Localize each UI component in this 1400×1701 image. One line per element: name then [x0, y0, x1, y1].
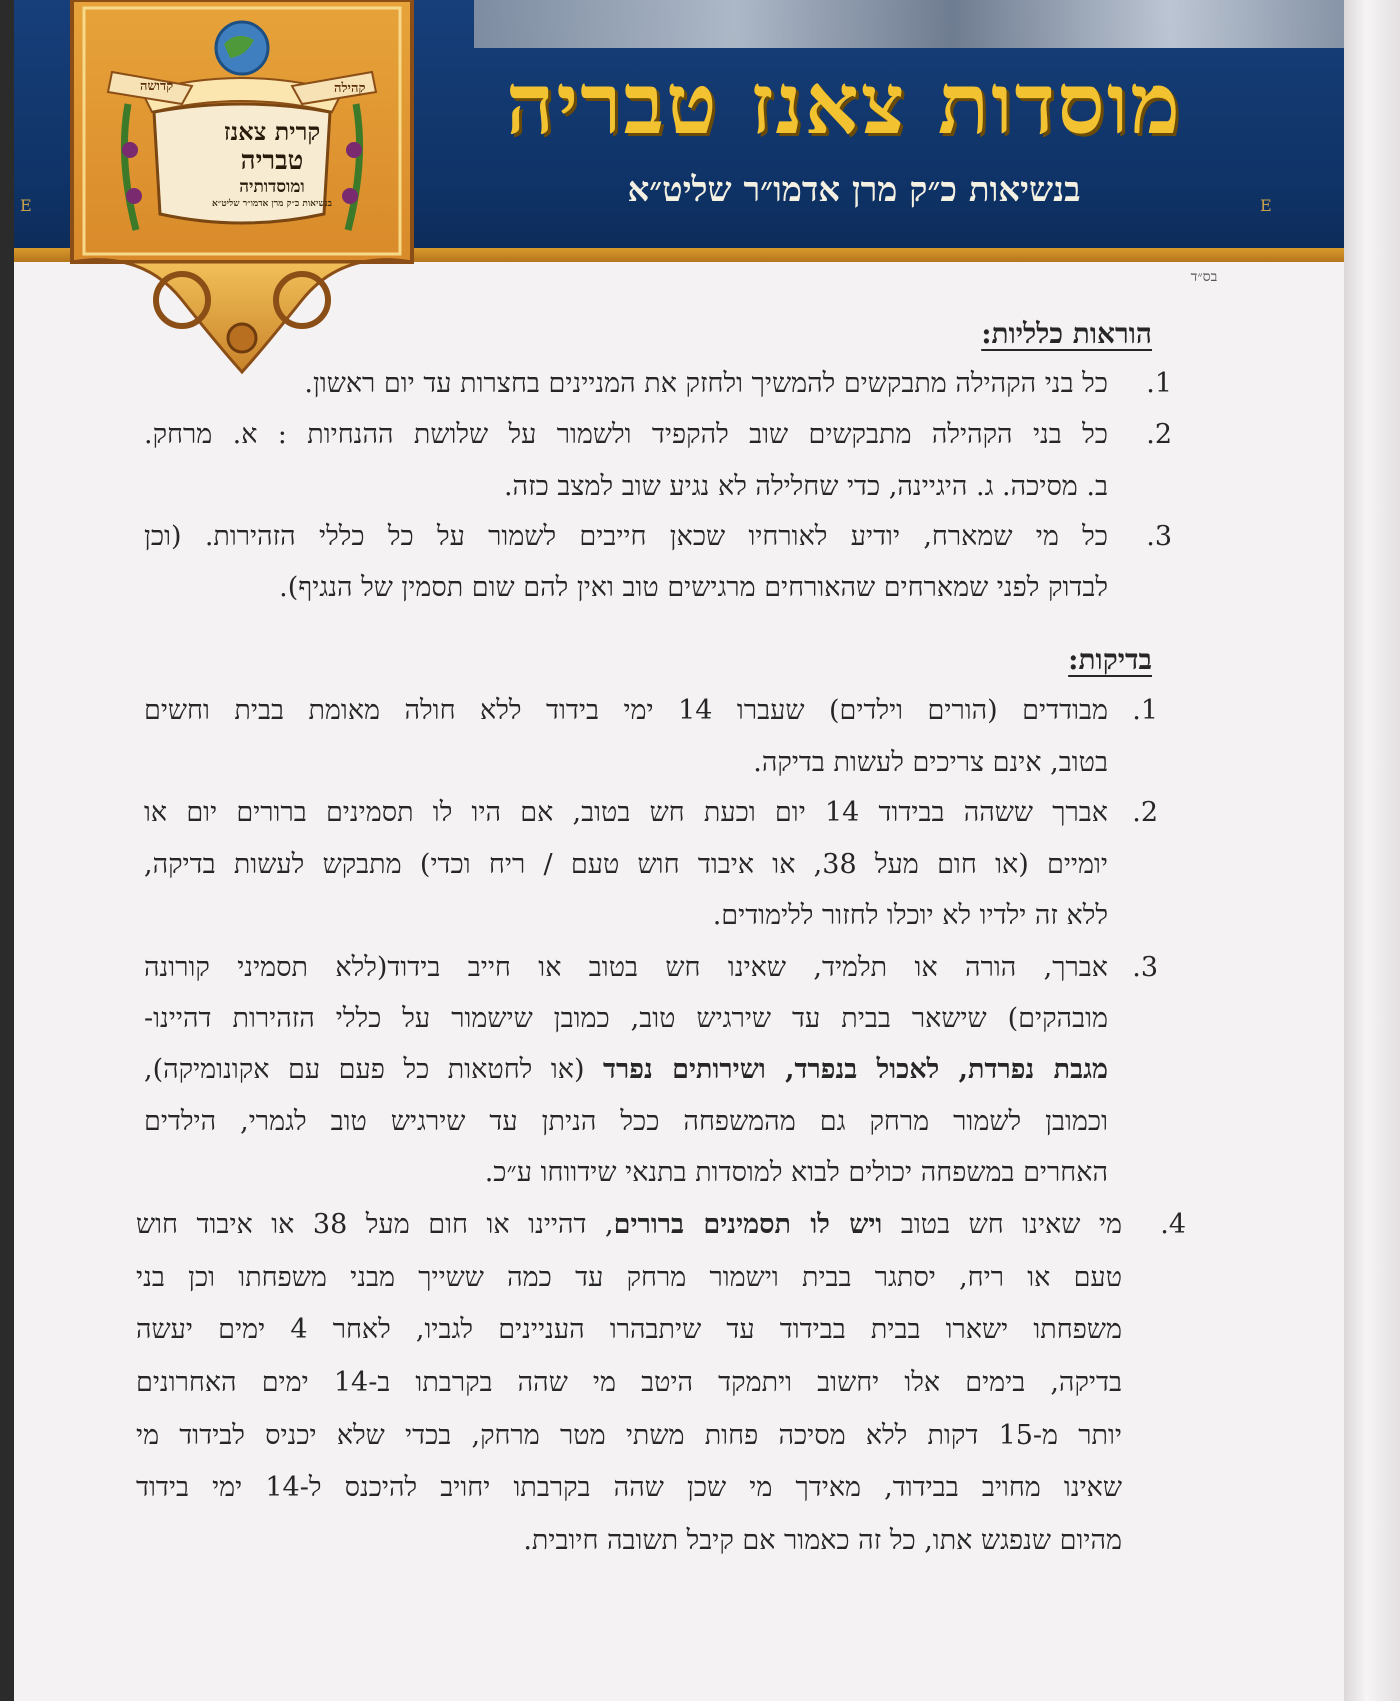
general-item-2-number: 2.	[1146, 419, 1172, 450]
checks-item-4-line-7: מהיום שנפגש אתו, כל זה כאמור אם קיבל תשובה חיובית.	[523, 1525, 1122, 1556]
adjacent-page-edge	[1344, 0, 1400, 1701]
crest-line-2: טבריה	[240, 146, 304, 176]
institution-title: מוסדות צאנז טבריה	[505, 54, 1183, 153]
checks-heading	[1068, 642, 1152, 678]
checks-item-3-bold-phrase: מגבת נפרדת, לאכול בנפרד, ושירותים נפרד	[603, 1054, 1108, 1085]
crest-line-1: קרית צאנז	[223, 117, 321, 146]
crest-line-4: בנשיאות כ״ק מרן אדמו״ר שליט״א	[212, 199, 332, 209]
checks-item-4-line-5: יותר מ-15 דקות ללא מסיכה פחות משתי מטר מרחק, בכדי שלא יכניס לבידוד מי	[136, 1420, 1122, 1451]
checks-item-2-line-2: יומיים (או חום מעל 38, או איבוד חוש טעם / ריח וכדי) מתבקש לעשות בדיקה,	[144, 849, 1109, 880]
general-item-2-line-1: כל בני הקהילה מתבקשים שוב להקפיד ולשמור על שלושת ההנחיות : א. מרחק.	[144, 419, 1108, 450]
checks-item-4-line-3: משפחתו ישארו בבית בבידוד עד שיתבהרו העניינים לגביו, לאחר 4 ימים יעשה	[136, 1314, 1122, 1345]
general-heading-text: הוראות כלליות	[991, 317, 1152, 350]
checks-item-3-line-4: וכמובן לשמור מרחק גם מהמשפחה ככל הניתן עד שירגיש טוב לגמרי, הילדים	[144, 1106, 1108, 1137]
checks-item-3-line-5: האחרים במשפחה יכולים לבוא למוסדות בתנאי שידווחו ע״כ.	[484, 1157, 1108, 1188]
general-instructions-heading	[981, 316, 1152, 352]
side-mark-left: E	[20, 196, 32, 215]
crest-line-3: ומוסדותיה	[239, 177, 305, 197]
institution-subtitle: בנשיאות כ״ק מרן אדמו״ר שליט״א	[627, 170, 1081, 210]
general-item-3-line-1: כל מי שמארח, יודיע לאורחיו שכאן חייבים לשמור על כל כללי הזהירות. (וכן	[144, 521, 1108, 552]
checks-item-3-line-1: אברך, הורה או תלמיד, שאינו חש בטוב או חייב בידוד(ללא תסמיני קורונה	[144, 952, 1108, 983]
bsd-mark: בס״ד	[1190, 269, 1218, 285]
crest-ribbon-right: קהילה	[334, 81, 366, 96]
checks-item-1-number: 1.	[1132, 695, 1158, 726]
general-item-1-number: 1.	[1146, 368, 1172, 399]
checks-item-3-number: 3.	[1132, 952, 1158, 983]
checks-heading-colon: :	[1068, 643, 1079, 676]
checks-item-2-line-1: אברך ששהה בבידוד 14 יום וכעת חש בטוב, אם היו לו תסמינים ברורים יום או	[144, 797, 1108, 828]
general-item-2-line-2: ב. מסיכה. ג. היגיינה, כדי שחלילה לא נגיע שוב למצב כזה.	[503, 471, 1108, 502]
crest-ribbon-left: קדושה	[140, 79, 174, 94]
checks-item-3-line-3	[144, 1052, 1108, 1088]
checks-item-4-line-6: שאינו מחויב בבידוד, מאידך מי שכן שהה בקרבתו יחויב להיכנס ל-14 ימי בידוד	[136, 1472, 1122, 1503]
side-mark-right: E	[1260, 196, 1272, 215]
checks-item-4-bold-phrase: ויש לו תסמינים ברורים	[613, 1209, 883, 1240]
general-item-1-line-1: כל בני הקהילה מתבקשים להמשיך ולחזק את המניינים בחצרות עד יום ראשון.	[304, 368, 1108, 399]
checks-item-3-line-3-tail: (או לחטאות כל פעם עם אקונומיקה),	[144, 1054, 604, 1085]
checks-item-4-line-1-tail: , דהיינו או חום מעל 38 או איבוד חוש	[136, 1209, 614, 1240]
checks-item-1-line-2: בטוב, אינם צריכים לעשות בדיקה.	[753, 747, 1108, 778]
general-heading-colon: :	[981, 317, 992, 350]
checks-item-4-line-4: בדיקה, בימים אלו יחשוב ויתמקד היטב מי שהה בקרבתו ב-14 ימים האחרונים	[136, 1367, 1122, 1398]
checks-item-4-line-2: טעם או ריח, יסתגר בבית וישמור מרחק עד כמה ששייך מבני משפחתו וכן בני	[136, 1262, 1123, 1293]
general-item-3-line-2: לבדוק לפני שמארחים שהאורחים מרגישים טוב ואין להם שום תסמין של הנגיף).	[279, 572, 1108, 603]
checks-heading-text: בדיקות	[1078, 643, 1152, 676]
checks-item-4-line-1	[136, 1207, 1122, 1243]
checks-item-1-line-1: מבודדים (הורים וילדים) שעברו 14 ימי בידוד ללא חולה מאומת בבית וחשים	[144, 695, 1109, 726]
general-item-3-number: 3.	[1146, 521, 1172, 552]
document-page	[14, 0, 1344, 1701]
checks-item-4-number: 4.	[1160, 1209, 1186, 1240]
checks-item-2-number: 2.	[1132, 797, 1158, 828]
checks-item-4-line-1-head: מי שאינו חש בטוב	[882, 1209, 1122, 1240]
checks-item-3-line-2: מובהקים) שישאר בבית עד שירגיש טוב, כמובן שישמור על כללי הזהירות דהיינו-	[144, 1003, 1108, 1034]
document-body	[14, 0, 1344, 1701]
checks-item-2-line-3: ללא זה ילדיו לא יוכלו לחזור ללימודים.	[712, 900, 1108, 931]
